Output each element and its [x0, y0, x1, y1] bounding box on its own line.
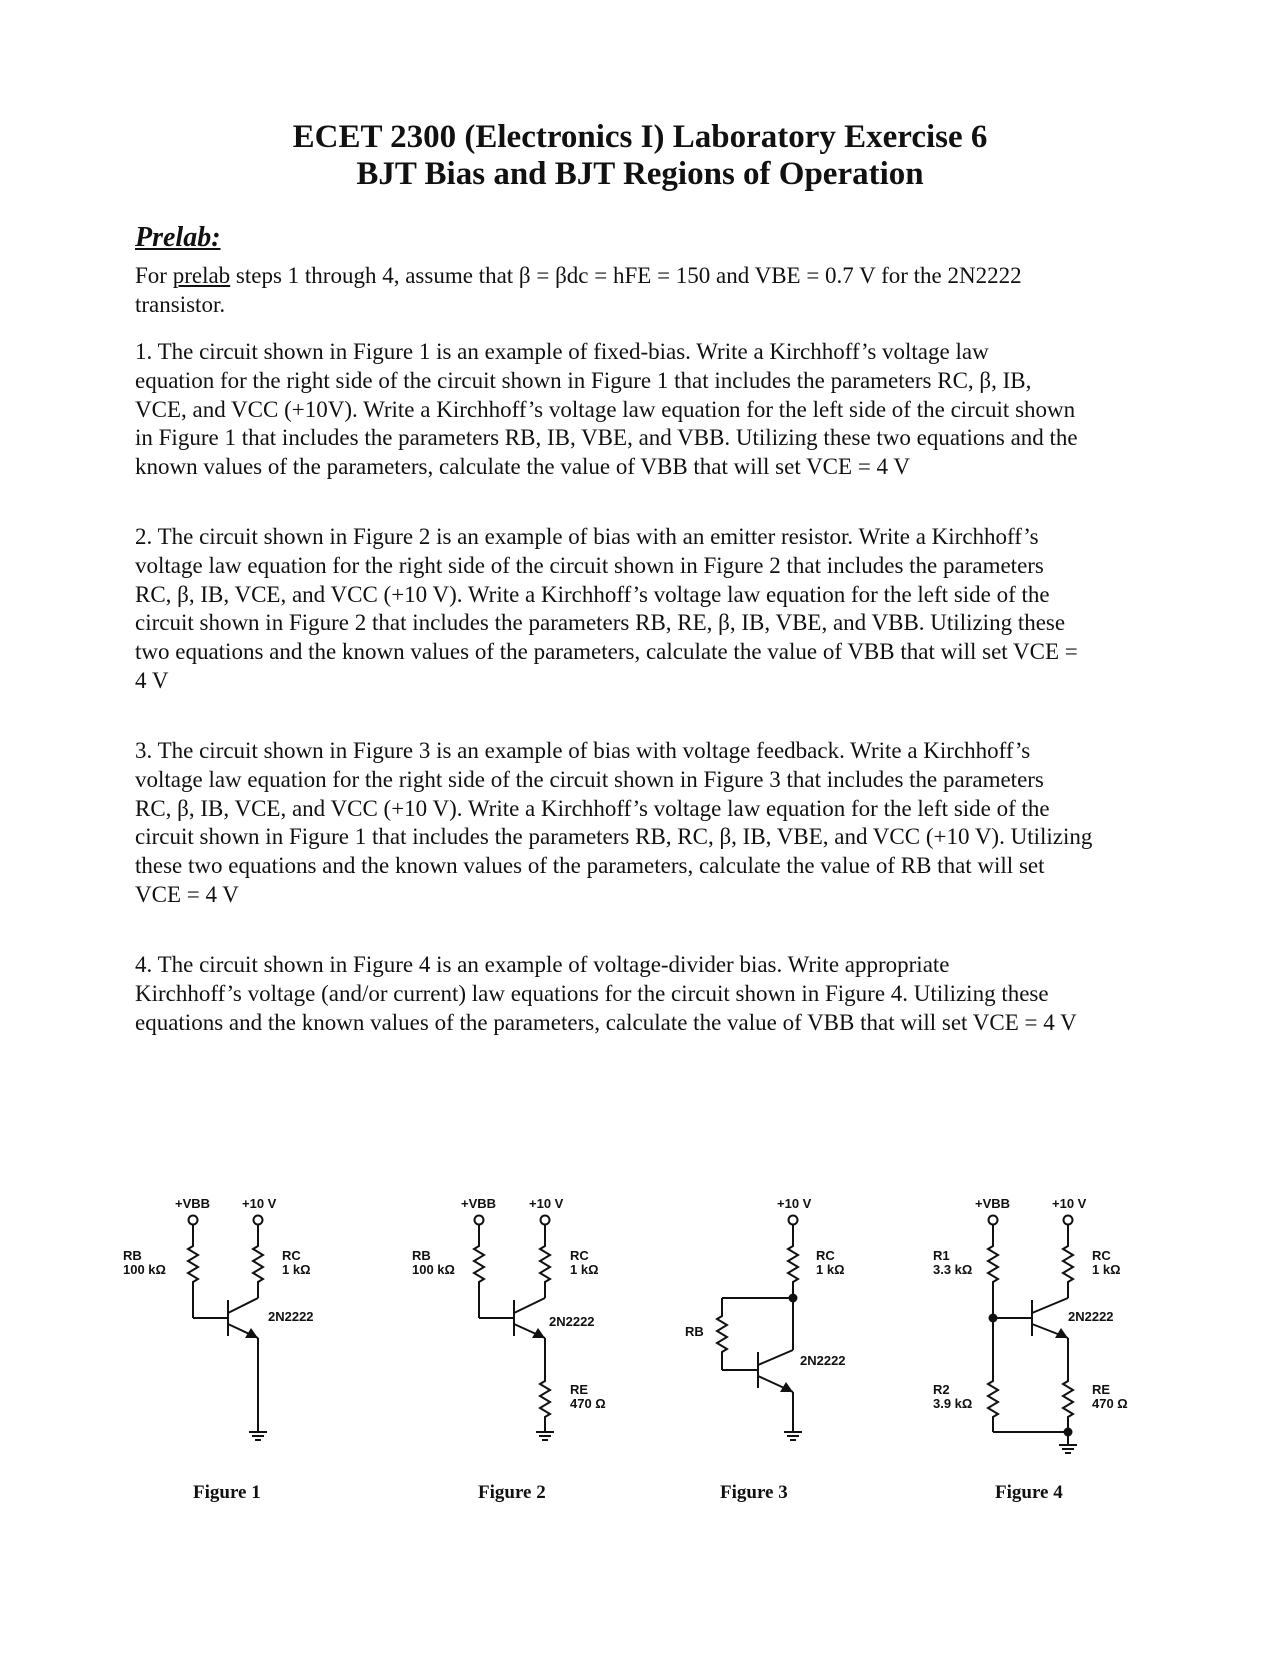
- fig4-r2-value: 3.9 kΩ: [933, 1396, 973, 1411]
- fig2-vbb-label: +VBB: [461, 1196, 497, 1211]
- fig2-rb-label: RB: [412, 1248, 431, 1263]
- fig4-r1-value: 3.3 kΩ: [933, 1262, 973, 1277]
- title-line-1: ECET 2300 (Electronics I) Laboratory Exercise 6: [292, 119, 988, 155]
- title-line-2: BJT Bias and BJT Regions of Operation: [356, 156, 924, 192]
- figure-3-caption: Figure 3: [720, 1482, 788, 1503]
- step-line: VCE = 4 V: [135, 881, 239, 907]
- step-line: equation for the right side of the circuit shown in Figure 1 that includes the parameters RC, β, IB,: [135, 367, 1032, 393]
- fig4-re-value: 470 Ω: [1092, 1396, 1128, 1411]
- prelab-heading: Prelab:: [135, 222, 221, 253]
- figure-2-circuit: [474, 1216, 554, 1441]
- step-line: RC, β, IB, VCE, and VCC (+10 V). Write a Kirchhoff’s voltage law equation for the left side of the: [135, 795, 1050, 821]
- fig3-vcc-label: +10 V: [777, 1196, 812, 1211]
- fig4-r2-label: R2: [933, 1382, 950, 1397]
- step-line: known values of the parameters, calculate the value of VBB that will set VCE = 4 V: [135, 454, 910, 480]
- fig2-re-value: 470 Ω: [570, 1396, 606, 1411]
- step-line: equations and the known values of the parameters, calculate the value of VBB that will set VCE = 4 V: [135, 1009, 1077, 1035]
- figure-1-caption: Figure 1: [193, 1482, 261, 1503]
- intro-line-1: [135, 262, 1145, 291]
- step-line: circuit shown in Figure 1 that includes the parameters RB, RC, β, IB, VBE, and VCC (+10 V). Utilizing: [135, 824, 1093, 850]
- step-line: voltage law equation for the right side of the circuit shown in Figure 3 that includes the parameters: [135, 766, 1044, 792]
- figure-4-circuit: [988, 1216, 1077, 1454]
- fig1-rb-value: 100 kΩ: [123, 1262, 166, 1277]
- intro-paragraph: [135, 262, 1145, 320]
- fig4-rc-value: 1 kΩ: [1092, 1262, 1121, 1277]
- fig1-rc-label: RC: [282, 1248, 301, 1263]
- step-line: two equations and the known values of the parameters, calculate the value of VBB that will set VCE =: [135, 639, 1078, 665]
- figure-3-circuit: [717, 1216, 802, 1441]
- fig2-rb-value: 100 kΩ: [412, 1262, 455, 1277]
- circuit-figures: [0, 1170, 1280, 1530]
- fig3-rb-label: RB: [685, 1324, 704, 1339]
- figure-2-caption: Figure 2: [478, 1482, 546, 1503]
- figure-4-caption: Figure 4: [995, 1482, 1063, 1503]
- step-line: 2. The circuit shown in Figure 2 is an example of bias with an emitter resistor. Write a Kirchhoff’s: [135, 524, 1039, 549]
- step-line: circuit shown in Figure 2 that includes the parameters RB, RE, β, IB, VBE, and VBB. Utilizing these: [135, 610, 1066, 636]
- step-line: RC, β, IB, VCE, and VCC (+10 V). Write a Kirchhoff’s voltage law equation for the left side of the: [135, 581, 1050, 607]
- fig4-vbb-label: +VBB: [975, 1196, 1011, 1211]
- step-line: voltage law equation for the right side of the circuit shown in Figure 2 that includes the parameters: [135, 552, 1044, 578]
- intro-text-prelab: prelab: [172, 263, 231, 288]
- intro-text-c: steps 1 through 4, assume that β = βdc = hFE = 150 and VBE = 0.7 V for the 2N2222: [230, 263, 1022, 288]
- fig1-vbb-label: +VBB: [175, 1196, 211, 1211]
- fig1-vcc-label: +10 V: [242, 1196, 277, 1211]
- fig3-rc-label: RC: [816, 1248, 835, 1263]
- step-line: 4. The circuit shown in Figure 4 is an example of voltage-divider bias. Write appropriate: [135, 952, 950, 977]
- step-line: 3. The circuit shown in Figure 3 is an example of bias with voltage feedback. Write a Kirchhoff’s: [135, 738, 1031, 763]
- step-line: in Figure 1 that includes the parameters RB, IB, VBE, and VBB. Utilizing these two equations and the: [135, 425, 1078, 451]
- fig2-vcc-label: +10 V: [529, 1196, 564, 1211]
- fig2-rc-value: 1 kΩ: [570, 1262, 599, 1277]
- fig4-rc-label: RC: [1092, 1248, 1111, 1263]
- intro-line-2: transistor.: [135, 291, 226, 317]
- fig1-rc-value: 1 kΩ: [282, 1262, 311, 1277]
- step-4-paragraph: [135, 951, 1145, 1037]
- fig4-transistor-label: 2N2222: [1068, 1309, 1114, 1324]
- step-line: 4 V: [135, 667, 169, 693]
- step-line: these two equations and the known values of the parameters, calculate the value of RB that will set: [135, 853, 1045, 879]
- step-2-paragraph: [135, 523, 1145, 696]
- step-line: VCE, and VCC (+10V). Write a Kirchhoff’s voltage law equation for the left side of the circuit shown: [135, 396, 1076, 422]
- fig2-re-label: RE: [570, 1382, 589, 1397]
- fig2-transistor-label: 2N2222: [549, 1314, 595, 1329]
- fig4-re-label: RE: [1092, 1382, 1111, 1397]
- fig4-vcc-label: +10 V: [1052, 1196, 1087, 1211]
- step-line: 1. The circuit shown in Figure 1 is an example of fixed-bias. Write a Kirchhoff’s voltage law: [135, 339, 989, 364]
- step-line: Kirchhoff’s voltage (and/or current) law equations for the circuit shown in Figure 4. Utilizing these: [135, 980, 1049, 1006]
- figure-1-circuit: [188, 1216, 267, 1441]
- fig1-transistor-label: 2N2222: [268, 1309, 314, 1324]
- step-3-paragraph: [135, 737, 1145, 910]
- fig3-transistor-label: 2N2222: [800, 1353, 846, 1368]
- fig2-rc-label: RC: [570, 1248, 589, 1263]
- intro-text-a: For: [135, 263, 173, 288]
- fig3-rc-value: 1 kΩ: [816, 1262, 845, 1277]
- step-1-paragraph: [135, 338, 1145, 482]
- fig1-rb-label: RB: [123, 1248, 142, 1263]
- fig4-r1-label: R1: [933, 1248, 950, 1263]
